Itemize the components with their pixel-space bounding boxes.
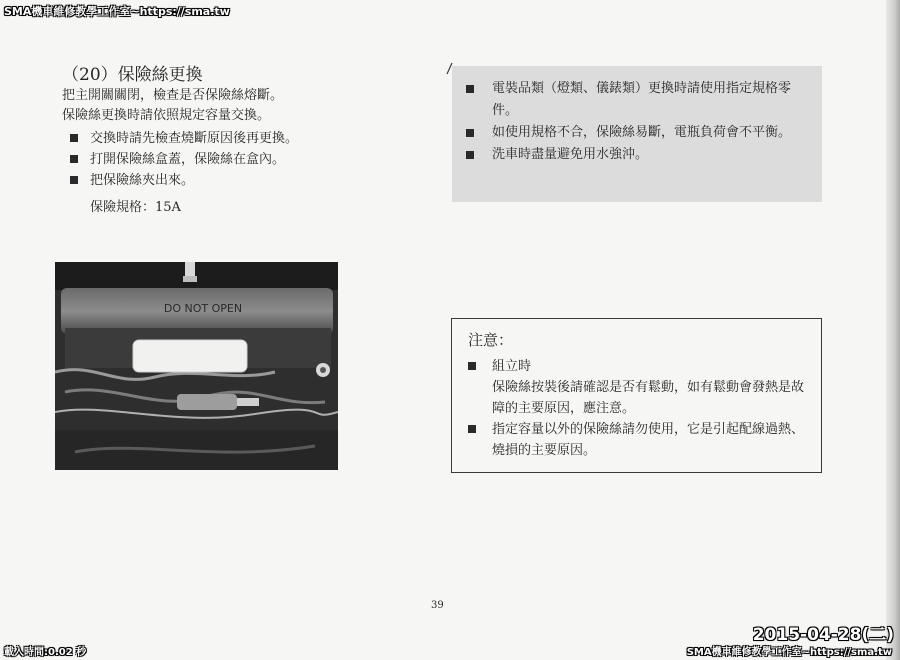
caution-item-head: 組立時 [492,359,532,374]
fuse-box-photo [55,262,338,470]
list-item: 把保險絲夾出來。 [70,170,298,191]
caution-item-head: 指定容量以外的保險絲請勿使用，它是引起配線過熱、燒損的主要原因。 [492,422,805,458]
bullet-icon [70,155,78,163]
intro-line: 把主開關關閉，檢查是否保險絲熔斷。 [62,88,284,103]
list-item: 打開保險絲盒蓋，保險絲在盒內。 [70,149,298,170]
watermark-bottom: SMA機車維修教學工作室~https://sma.tw [686,647,892,658]
bullet-icon [468,362,476,370]
bullet-icon [468,425,476,433]
caution-title: 注意： [468,331,514,349]
bullet-icon [70,134,78,142]
fuse-spec: 保險規格：15A [90,200,181,215]
load-time: 載入時間:0.02 秒 [4,647,87,658]
list-item: 電裝品類（燈類、儀錶類）更換時請使用指定規格零件。 [464,78,808,122]
bullet-icon [466,151,474,159]
page-number: 39 [431,600,444,611]
list-item: 交換時請先檢查燒斷原因後再更換。 [70,128,298,149]
list-item: 如使用規格不合，保險絲易斷，電瓶負荷會不平衡。 [464,122,808,144]
page-edge [886,0,900,660]
bullet-icon [70,176,78,184]
watermark-top: SMA機車維修教學工作室~https://sma.tw [4,5,230,18]
lid-label: DO NOT OPEN [163,302,243,315]
list-item [464,356,809,419]
steps-list [70,128,298,191]
intro-line: 保險絲更換時請依照規定容量交換。 [62,108,271,123]
tips-box [452,66,822,202]
intro-text [62,86,283,126]
section-title: （20）保險絲更換 [62,65,203,85]
caution-box [451,318,822,473]
bullet-icon [466,129,474,137]
list-item: 洗車時盡量避免用水強沖。 [464,144,808,166]
watermark-date: 2015-04-28(二) [752,625,894,645]
bullet-icon [466,85,474,93]
caution-item-body: 保險絲按裝後請確認是否有鬆動，如有鬆動會發熱是故障的主要原因，應注意。 [492,380,805,416]
list-item [464,419,809,461]
